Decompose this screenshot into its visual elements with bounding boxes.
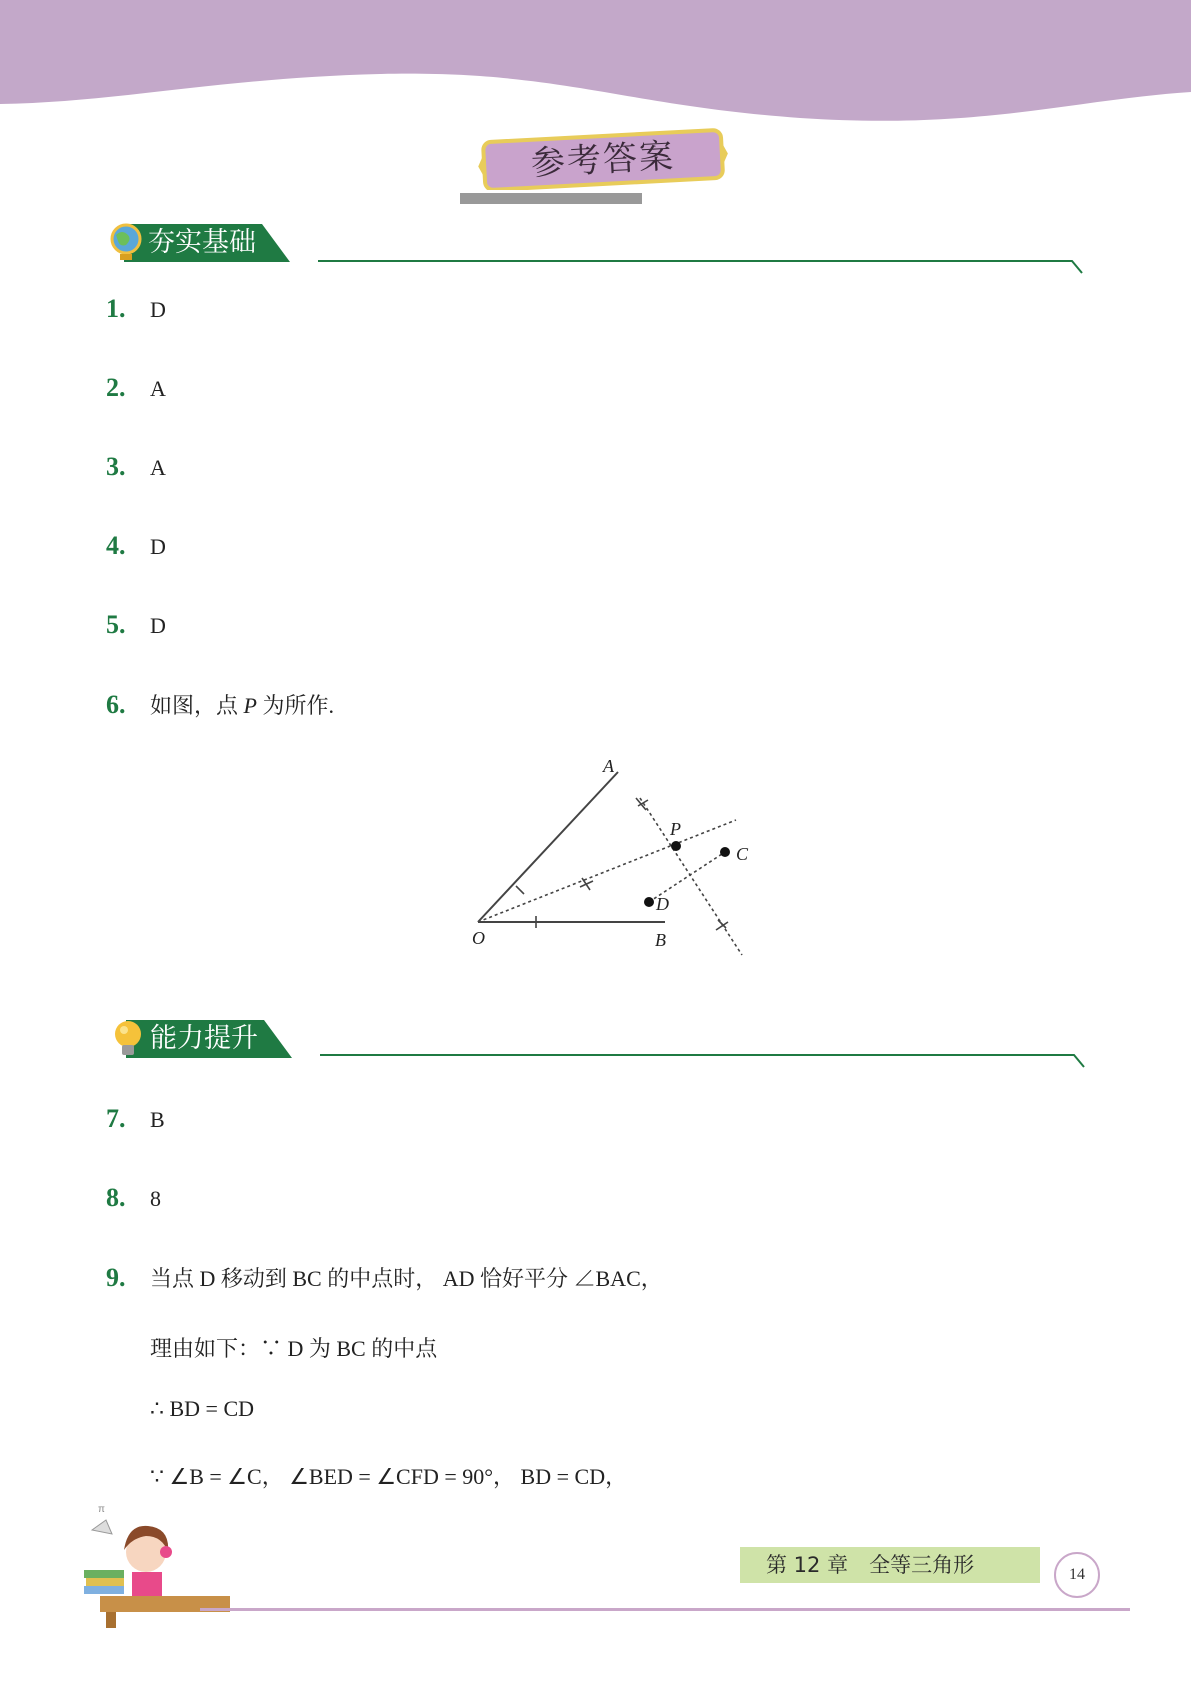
section-rule-basic bbox=[318, 258, 1084, 278]
question-item bbox=[106, 452, 166, 482]
question-answer: D bbox=[150, 297, 166, 322]
q9-line-2: 理由如下：∵ D 为 BC 的中点 bbox=[150, 1336, 438, 1361]
question-number: 6. bbox=[106, 690, 126, 719]
lightbulb-icon bbox=[110, 1018, 146, 1060]
question-answer: D bbox=[150, 613, 166, 638]
title-underline-bar bbox=[460, 193, 642, 204]
label-b: B bbox=[655, 930, 666, 950]
label-p: P bbox=[670, 819, 681, 839]
section-label-basic: 夯实基础 bbox=[148, 227, 256, 258]
question-answer: A bbox=[150, 376, 166, 401]
question-number: 9. bbox=[106, 1263, 126, 1292]
q6-suffix: 为所作. bbox=[256, 693, 334, 718]
question-answer: A bbox=[150, 455, 166, 480]
question-number: 4. bbox=[106, 531, 126, 560]
question-item bbox=[106, 294, 166, 324]
point-d bbox=[644, 897, 654, 907]
question-answer: B bbox=[150, 1107, 165, 1132]
question-item bbox=[106, 1262, 663, 1293]
question-answer: D bbox=[150, 534, 166, 559]
label-a: A bbox=[603, 756, 614, 776]
angle-bisector bbox=[478, 820, 736, 922]
section-rule-advanced bbox=[320, 1052, 1086, 1072]
footer-rule bbox=[200, 1608, 1130, 1611]
label-d: D bbox=[656, 894, 669, 914]
page-number: 14 bbox=[1054, 1552, 1100, 1598]
footer-chapter-title: 第 12 章 全等三角形 bbox=[740, 1547, 1040, 1583]
question-item bbox=[106, 531, 166, 561]
q9-line-1: 当点 D 移动到 BC 的中点时， AD 恰好平分 ∠BAC， bbox=[150, 1266, 663, 1291]
svg-text:π: π bbox=[98, 1504, 105, 1515]
q9-line-4: ∵ ∠B = ∠C， ∠BED = ∠CFD = 90°， BD = CD， bbox=[150, 1464, 628, 1489]
question-item bbox=[106, 610, 166, 640]
question-item bbox=[106, 1104, 165, 1134]
section-label-advanced: 能力提升 bbox=[150, 1023, 258, 1054]
point-p bbox=[671, 841, 681, 851]
construction-figure bbox=[460, 750, 760, 965]
question-item bbox=[106, 689, 334, 720]
question-number: 1. bbox=[106, 294, 126, 323]
label-o: O bbox=[472, 928, 485, 948]
question-item bbox=[106, 373, 166, 403]
question-number: 5. bbox=[106, 610, 126, 639]
arc-mark bbox=[516, 886, 524, 894]
question-number: 8. bbox=[106, 1183, 126, 1212]
label-c: C bbox=[736, 844, 749, 864]
question-number: 3. bbox=[106, 452, 126, 481]
q9-line-3: ∴ BD = CD bbox=[150, 1396, 255, 1421]
q6-prefix: 如图，点 bbox=[150, 693, 244, 718]
globe-icon bbox=[108, 223, 144, 263]
question-answer: 8 bbox=[150, 1186, 161, 1211]
point-c bbox=[720, 847, 730, 857]
page-title: 参考答案 bbox=[530, 136, 676, 184]
question-number: 2. bbox=[106, 373, 126, 402]
header-wave-band bbox=[0, 0, 1191, 130]
q6-var: P bbox=[243, 693, 257, 718]
question-number: 7. bbox=[106, 1104, 126, 1133]
question-item bbox=[106, 1183, 161, 1213]
arc-mark bbox=[716, 920, 728, 930]
ray-oa bbox=[478, 772, 618, 922]
